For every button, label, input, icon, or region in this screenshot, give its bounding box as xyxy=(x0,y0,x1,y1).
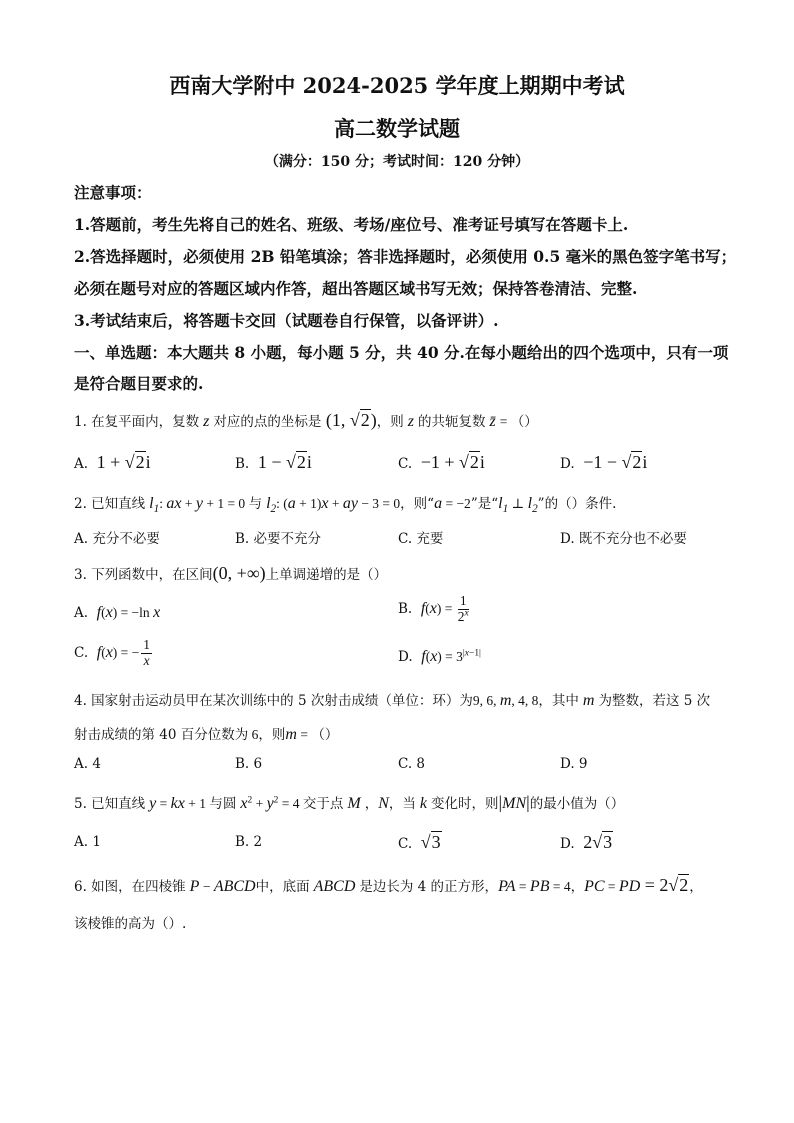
question-1-stem: 1. 在复平面内，复数 z 对应的点的坐标是 (1, √2)，则 z 的共轭复数 z̄ = （） xyxy=(74,410,538,430)
question-5-stem: 5. 已知直线 y = kx + 1 与圆 $x^2 + y^2 = 4$ 交于点 M ，N，当 k 变化时，则|MN|的最小值为（） xyxy=(74,792,625,812)
q3-option-c[interactable]: C. f(x) = − $\frac{1}{x}$ xyxy=(74,637,151,668)
exam-info: （满分：150 分；考试时间：120 分钟） xyxy=(264,154,530,170)
notes-heading: 注意事项： xyxy=(74,183,152,202)
question-6-line1: 6. 如图，在四棱锥 P − ABCD中，底面 ABCD 是边长为 4 的正方形，PA = PB = 4，PC = PD = 2√2， xyxy=(74,875,703,895)
question-6-line2: 该棱锥的高为（）. xyxy=(74,916,187,932)
section-heading-line2: 是符合题目要求的. xyxy=(74,374,204,393)
q2-option-c[interactable]: C. 充要 xyxy=(398,531,444,547)
note-item-1: 1.答题前，考生先将自己的姓名、班级、考场/座位号、准考证号填写在答题卡上. xyxy=(74,215,629,234)
q5-option-b[interactable]: B. 2 xyxy=(235,834,263,850)
q2-option-b[interactable]: B. 必要不充分 xyxy=(235,531,322,547)
exam-title: 西南大学附中 2024-2025 学年度上期期中考试 xyxy=(169,73,625,98)
note-item-2-line2: 必须在题号对应的答题区域内作答，超出答题区域书写无效；保持答卷清洁、完整. xyxy=(74,279,638,298)
q3-option-d[interactable]: D. $f(x) = 3^{|x-1|}$ xyxy=(398,648,481,665)
q1-option-d[interactable]: D. −1 − √2i xyxy=(560,452,648,472)
q4-option-c[interactable]: C. 8 xyxy=(398,756,426,772)
note-item-3: 3.考试结束后，将答题卡交回（试题卷自行保管，以备评讲）. xyxy=(74,311,499,330)
q2-option-a[interactable]: A. 充分不必要 xyxy=(74,531,160,547)
q5-option-a[interactable]: A. 1 xyxy=(74,834,101,850)
q1-option-a[interactable]: A. 1 + √2i xyxy=(74,452,151,472)
question-2-stem: 2. 已知直线 $l_1$: ax + y + 1 = 0 与 $l_2$: (a + 1)x + ay − 3 = 0，则“a = −2”是“$l_1$ ⊥ $l_2$”的（）条件. xyxy=(74,495,617,516)
note-item-2-line1: 2.答选择题时，必须使用 2B 铅笔填涂；答非选择题时，必须使用 0.5 毫米的黑色签字笔书写； xyxy=(74,247,737,266)
question-3-stem: 3. 下列函数中，在区间(0, +∞)上单调递增的是（） xyxy=(74,563,388,583)
question-4-line2: 射击成绩的第 40 百分位数为 6，则m = （） xyxy=(74,726,339,743)
q3-option-b[interactable]: B. f(x) = $\frac{1}{2^x}$ xyxy=(398,593,469,624)
q2-option-d[interactable]: D. 既不充分也不必要 xyxy=(560,531,687,547)
q4-option-b[interactable]: B. 6 xyxy=(235,756,263,772)
q5-option-d[interactable]: D. 2√3 xyxy=(560,832,613,852)
q5-option-c[interactable]: C. √3 xyxy=(398,832,441,852)
q4-option-a[interactable]: A. 4 xyxy=(74,756,101,772)
exam-subtitle: 高二数学试题 xyxy=(334,116,460,141)
q4-option-d[interactable]: D. 9 xyxy=(560,756,588,772)
q3-option-a[interactable]: A. f(x) = −ln x xyxy=(74,604,161,621)
section-heading-line1: 一、单选题：本大题共 8 小题，每小题 5 分，共 40 分.在每小题给出的四个选项中，只有一项 xyxy=(74,343,729,362)
q1-option-c[interactable]: C. −1 + √2i xyxy=(398,452,485,472)
q1-option-b[interactable]: B. 1 − √2i xyxy=(235,452,312,472)
question-4-line1: 4. 国家射击运动员甲在某次训练中的 5 次射击成绩（单位：环）为9, 6, m, 4, 8，其中 m 为整数，若这 5 次 xyxy=(74,692,711,709)
